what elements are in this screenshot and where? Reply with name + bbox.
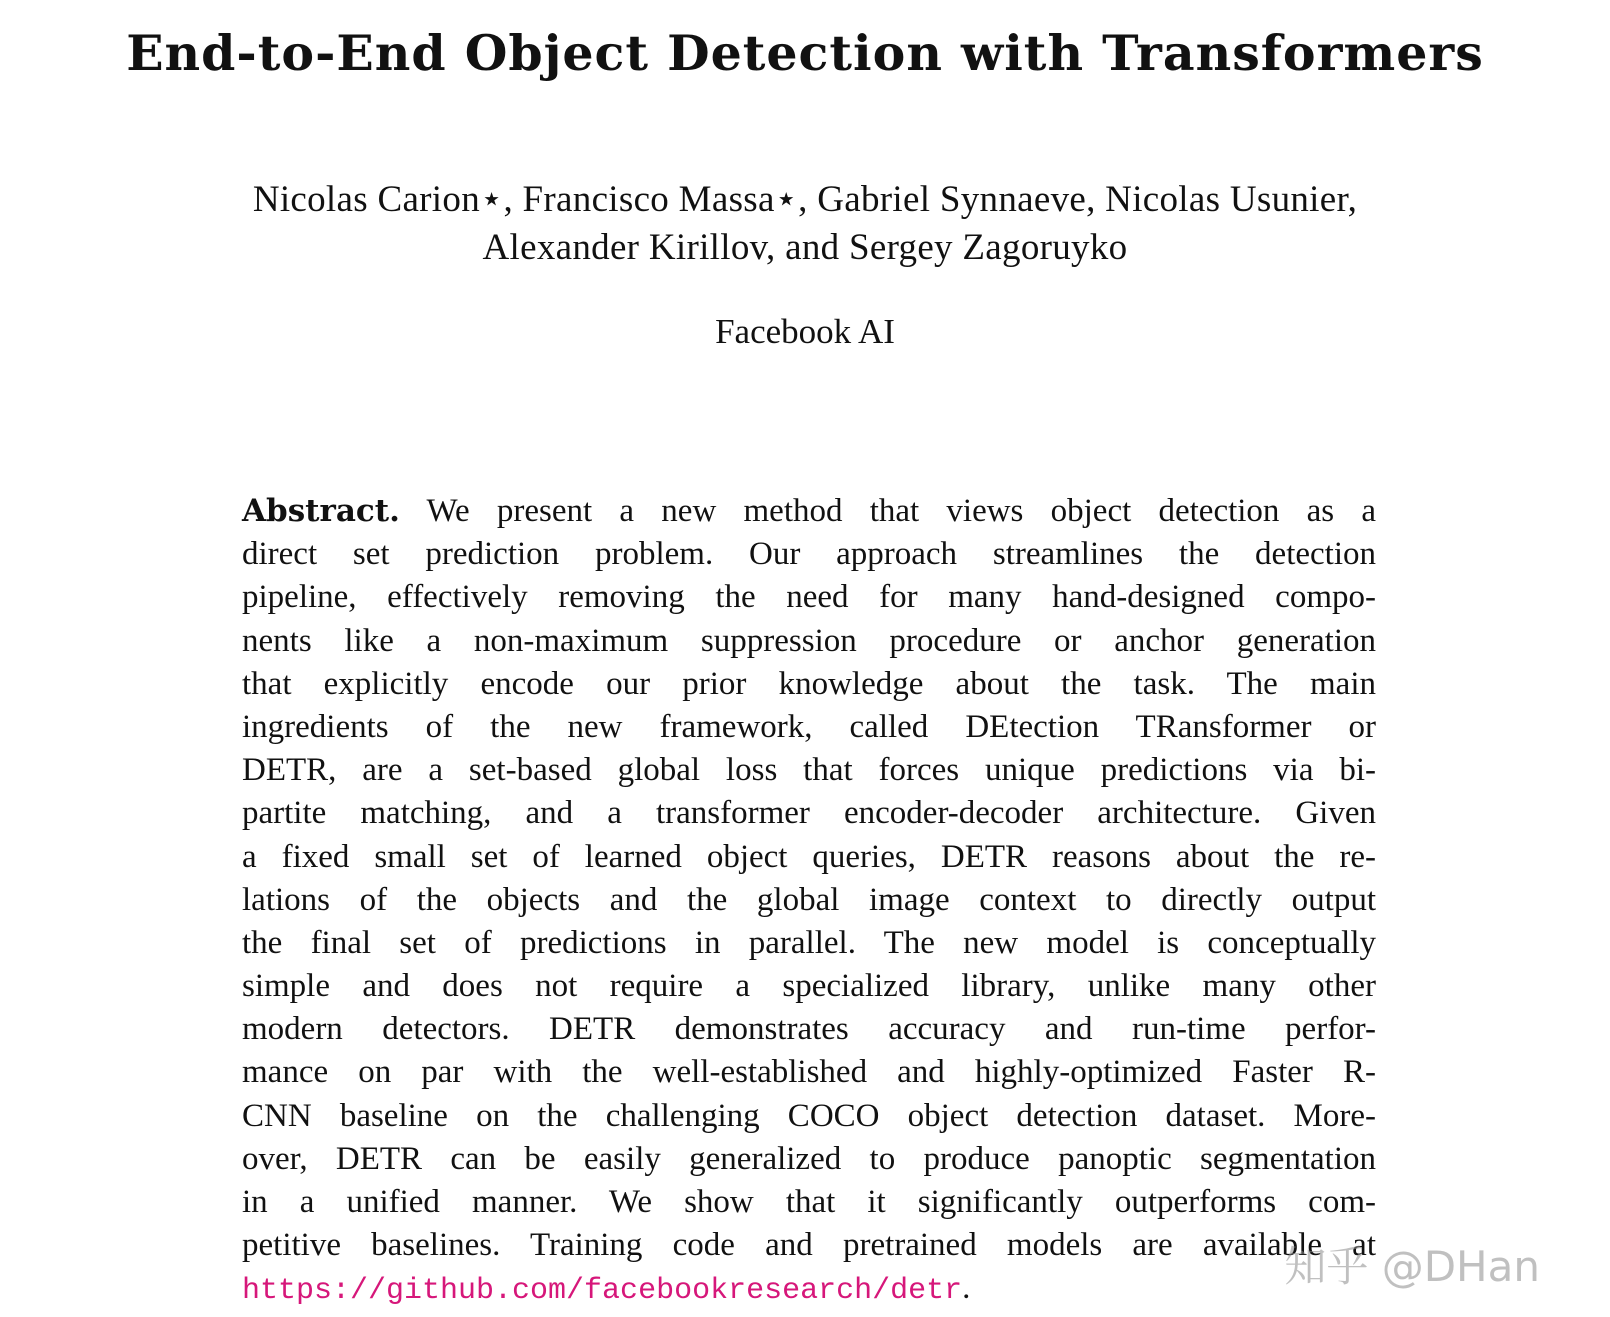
affiliation: Facebook AI [715,312,895,351]
abstract-line-text: We present a new method that views object detection as a [426,493,1377,529]
link-suffix: . [962,1270,971,1307]
abstract-line: petitive baselines. Training code and pretrained models are available at [242,1227,1376,1264]
abstract-line: mance on par with the well-established and highly-optimized Faster R- [242,1054,1376,1091]
author-line-2: Alexander Kirillov, and Sergey Zagoruyko [482,227,1128,268]
abstract-line: simple and does not require a specialized library, unlike many other [242,968,1376,1005]
abstract-line: partite matching, and a transformer encoder-decoder architecture. Given [242,795,1376,832]
abstract-heading: Abstract. [242,493,400,529]
watermark: 知乎 @DHan [1284,1242,1540,1291]
abstract-line: DETR, are a set-based global loss that forces unique predictions via bi- [242,752,1376,789]
abstract-line: direct set prediction problem. Our approach streamlines the detection [242,536,1376,573]
abstract-line: that explicitly encode our prior knowledge about the task. The main [242,665,1376,702]
github-link[interactable]: https://github.com/facebookresearch/detr [242,1274,963,1309]
abstract-line: modern detectors. DETR demonstrates accuracy and run-time perfor- [242,1011,1376,1048]
abstract-line: over, DETR can be easily generalized to produce panoptic segmentation [242,1140,1376,1177]
abstract-line: lations of the objects and the global image context to directly output [242,881,1376,918]
abstract-line: the final set of predictions in parallel. The new model is conceptually [242,924,1376,961]
abstract-line: nents like a non-maximum suppression procedure or anchor generation [242,622,1376,659]
author-line-1: Nicolas Carion⋆, Francisco Massa⋆, Gabriel Synnaeve, Nicolas Usunier, [252,179,1358,220]
author-list [0,176,1610,272]
paper-title: End-to-End Object Detection with Transformers [126,24,1484,82]
abstract-line [242,490,1376,533]
abstract-line: pipeline, effectively removing the need for many hand-designed compo- [242,579,1376,616]
abstract-line: in a unified manner. We show that it significantly outperforms com- [242,1184,1376,1220]
abstract-line-link [242,1267,1376,1310]
abstract [242,490,1376,1311]
abstract-line: ingredients of the new framework, called DEtection TRansformer or [242,708,1376,745]
abstract-line: a fixed small set of learned object queries, DETR reasons about the re- [242,838,1376,875]
abstract-line: CNN baseline on the challenging COCO object detection dataset. More- [242,1097,1376,1134]
